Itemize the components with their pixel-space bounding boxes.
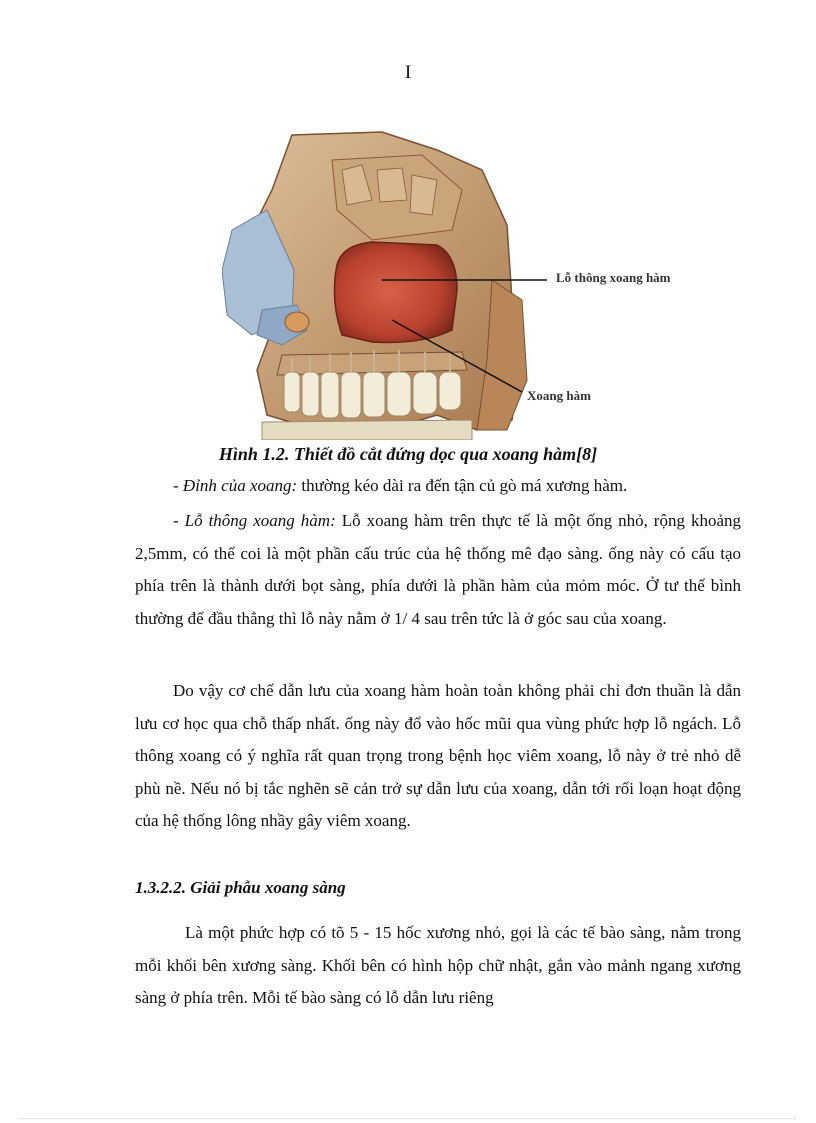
maxillary-sinus — [334, 242, 457, 343]
lower-teeth-edge — [262, 420, 472, 440]
nostril-tissue — [285, 312, 309, 332]
paragraph-sinus-apex — [135, 470, 741, 503]
label-ostium: Lỗ thông xoang hàm — [556, 270, 671, 285]
term-sinus-apex: - Đỉnh của xoang: — [173, 476, 298, 495]
page-bottom-rule — [20, 1118, 796, 1119]
label-maxillary-sinus: Xoang hàm — [527, 388, 591, 403]
term-ostium: - Lỗ thông xoang hàm: — [173, 511, 336, 530]
upper-teeth — [284, 372, 461, 418]
section-heading: 1.3.2.2. Giải phẫu xoang sàng — [135, 878, 346, 897]
figure-caption: Hình 1.2. Thiết đồ cắt đứng dọc qua xoang hàm[8] — [218, 444, 598, 464]
page-number: I — [404, 62, 412, 83]
paragraph-text: thường kéo dài ra đến tận củ gò má xương hàm. — [297, 476, 628, 495]
paragraph-ethmoid: Là một phức hợp có tõ 5 - 15 hốc xương nhỏ, gọi là các tế bào sàng, nằm trong mỗi khối bên xương sàng. Khối bên có hình hộp chữ nhật, gắn vào mảnh ngang xương sàng ở phía trên. Mỗi tế bào sàng có lỗ dẫn lưu riêng — [135, 923, 741, 1007]
paragraph-drainage: Do vậy cơ chế dẫn lưu của xoang hàm hoàn toàn không phải chỉ đơn thuần là dẫn lưu cơ học qua chỗ thấp nhất. ống này đổ vào hốc mũi qua vùng phức hợp lỗ ngách. Lỗ thông xoang có ý nghĩa rất quan trọng trong bệnh học viêm xoang, lỗ này ở trẻ nhỏ dễ phù nề. Nếu nó bị tắc nghẽn sẽ cản trở sự dẫn lưu của xoang, dẫn tới rối loạn hoạt động của hệ thống lông nhầy gây viêm xoang. — [135, 681, 741, 830]
anatomy-figure — [222, 130, 722, 440]
paragraph-ostium — [135, 505, 741, 635]
paragraph-text: Lỗ xoang hàm trên thực tế là một ống nhỏ, rộng khoảng 2,5mm, có thể coi là một phần cấu trúc của hệ thống mê đạo sàng. ống này có cấu tạo phía trên là thành dưới bọt sàng, phía dưới là phần hàm của mỏm móc. Ở tư thế bình thường để đầu thẳng thì lỗ này nằm ở 1/ 4 sau trên tức là ở góc sau của xoang. — [135, 511, 741, 628]
